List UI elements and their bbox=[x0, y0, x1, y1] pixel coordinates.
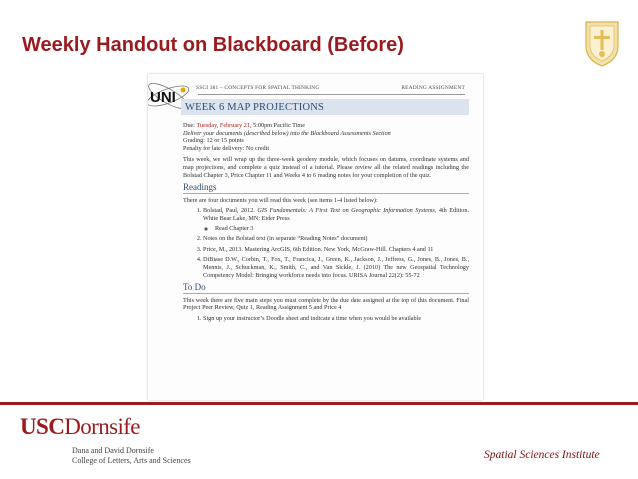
course-name: SSCI 381 – CONCEPTS FOR SPATIAL THINKING bbox=[196, 85, 320, 91]
due-time: , 5:00pm Pacific Time bbox=[249, 122, 305, 129]
reading-1-rest: , 4th Edition. White Bear Lake, MN: Eider Press bbox=[203, 207, 469, 222]
header-divider bbox=[198, 94, 465, 95]
spatial-sciences-institute: Spatial Sciences Institute bbox=[484, 449, 600, 461]
todo-item-1: 1. Sign up your instructor’s Doodle sheet and indicate a time when you would be available bbox=[203, 315, 469, 323]
document-body bbox=[183, 122, 469, 325]
readings-intro: There are four documents you will read this week (see items 1-4 listed below): bbox=[183, 196, 378, 204]
intro-paragraph: This week, we will wrap up the three-week geodesy module, which focuses on datums, coordinate systems and map projections, and complete a quiz instead of a tutorial. Please review all the related readings including the Bolstad Chapter 3, Price Chapter 11 and Weeks 4 to 6 reading notes for your completion of the quiz. bbox=[183, 156, 469, 179]
due-label: Due: bbox=[183, 122, 196, 129]
dornsife-line-1: Dana and David Dornsife bbox=[72, 446, 154, 455]
reading-item-1 bbox=[203, 207, 469, 232]
dornsife-line-2: College of Letters, Arts and Sciences bbox=[72, 456, 191, 465]
dornsife-wordmark: Dornsife bbox=[64, 414, 140, 439]
todo-intro: This week there are five main steps you must complete by the due date assigned at the top of this document. Final Project Peer Review, Quiz 1, Reading Assignment 5 and Price 4 bbox=[183, 296, 469, 312]
reading-1-author: Bolstad, Paul, 2012. bbox=[203, 207, 258, 215]
grading-line: Grading: 12 or 15 points bbox=[183, 137, 244, 145]
reading-1-subitem: ◦ Read Chapter 3 bbox=[215, 225, 469, 233]
penalty-line: Penalty for late delivery: No credit bbox=[183, 144, 270, 152]
reading-item-3: 3. Price, M., 2013. Mastering ArcGIS, 6th Edition. New York, McGraw-Hill. Chapters 4 and 11 bbox=[203, 246, 469, 254]
reading-1-sublist bbox=[203, 225, 469, 233]
document-header bbox=[196, 85, 465, 91]
usc-wordmark: USC bbox=[20, 414, 65, 439]
logo-text: UNI bbox=[150, 89, 176, 106]
assignment-type: READING ASSIGNMENT bbox=[401, 85, 465, 91]
slide-title: Weekly Handout on Blackboard (Before) bbox=[22, 34, 404, 56]
handout-document bbox=[148, 74, 483, 400]
usc-dornsife-logo bbox=[20, 414, 140, 440]
usc-crest-icon bbox=[582, 18, 622, 68]
footer-divider bbox=[0, 402, 638, 405]
reading-item-4: 4. DiBiase D.W., Corbin, T., Fox, T., Francica, J., Green, K., Jackson, J., Jeffress, G., Jones, B., Jones, B., Mennis, J., Schuckman, K., Smith, C., and Van Sickle, J. (2010) The new Geospatial Technology Competency Model: Bringing workforce needs into focus. URISA Journal 22(2): 55-72 bbox=[203, 256, 469, 279]
due-date-line bbox=[183, 122, 469, 130]
delivery-instructions: Deliver your documents (described below) into the Blackboard Assessments Section bbox=[183, 129, 391, 137]
todo-list bbox=[183, 315, 469, 323]
readings-list bbox=[183, 207, 469, 279]
due-date: Tuesday, February 21 bbox=[196, 122, 250, 129]
todo-heading: To Do bbox=[183, 284, 469, 294]
reading-item-2: 2. Notes on the Bolstad text (in separate “Reading Notes” document) bbox=[203, 235, 469, 243]
readings-heading: Readings bbox=[183, 184, 469, 194]
reading-1-title: GIS Fundamentals: A First Text on Geographic Information Systems bbox=[257, 207, 435, 215]
week-title: WEEK 6 MAP PROJECTIONS bbox=[181, 99, 469, 115]
